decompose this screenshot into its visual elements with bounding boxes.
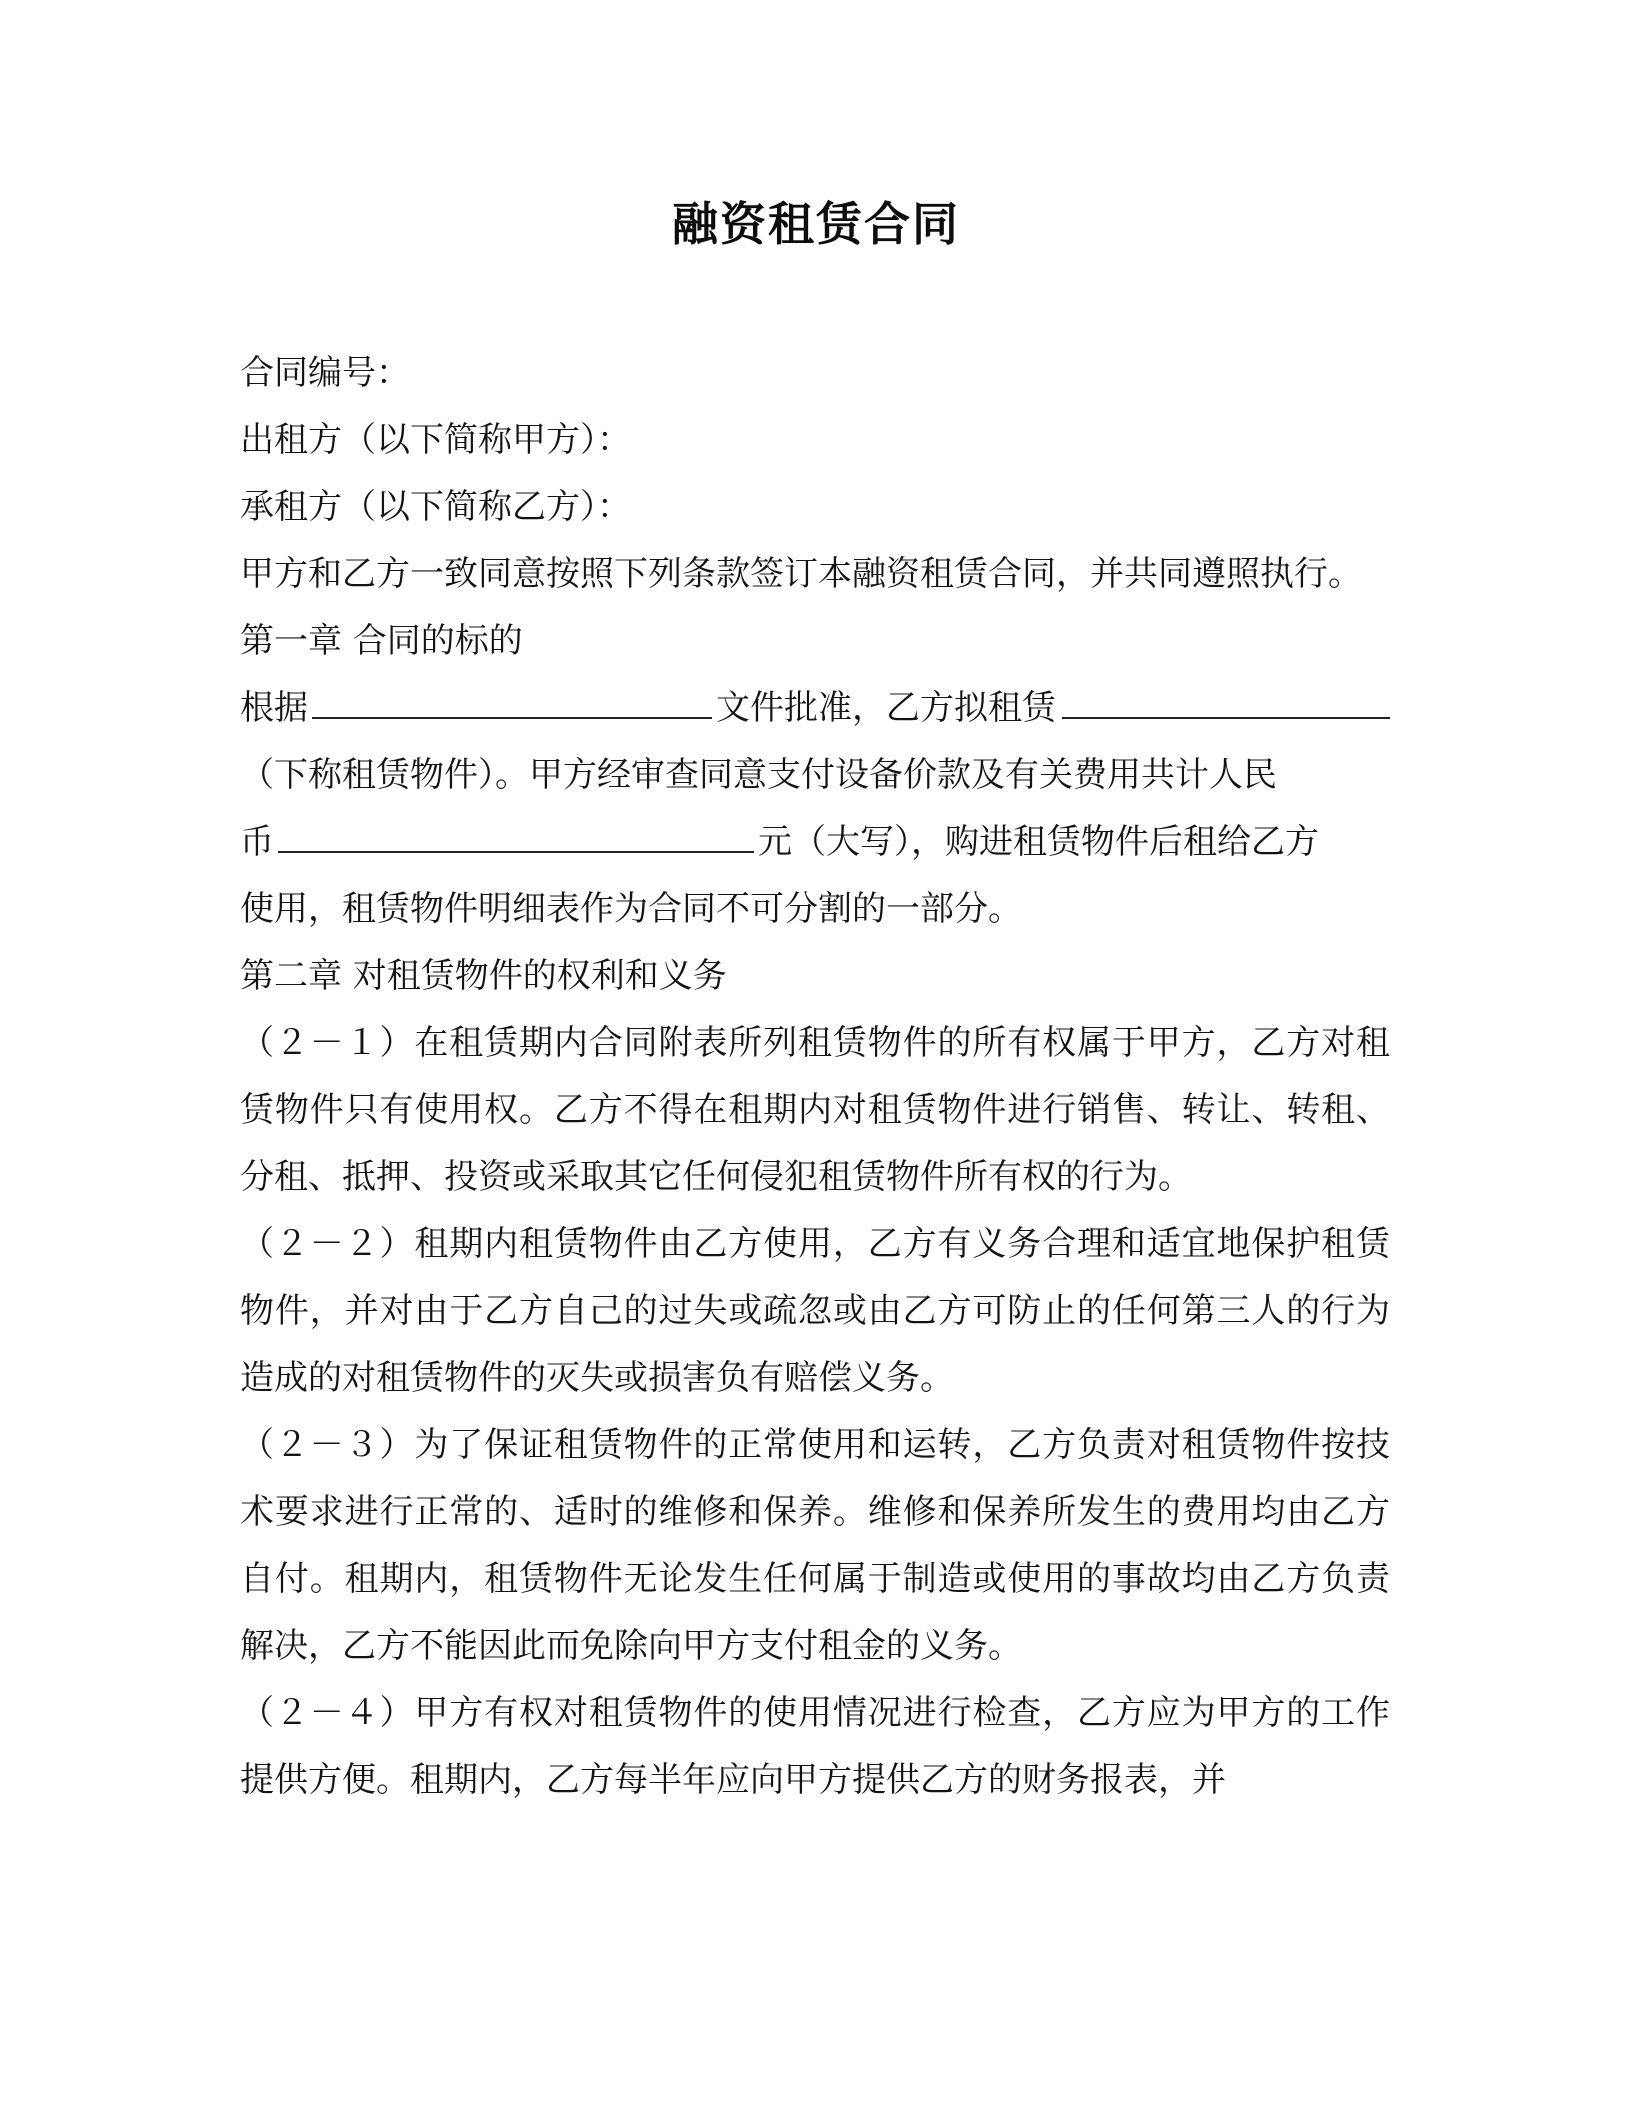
clause-2-3: （２－３）为了保证租赁物件的正常使用和运转，乙方负责对租赁物件按技术要求进行正常的、适时的维修和保养。维修和保养所发生的费用均由乙方自付。租期内，租赁物件无论发生任何属于制造或使用的事故均由乙方负责解决，乙方不能因此而免除向甲方支付租金的义务。	[240, 1425, 1390, 1666]
chapter1-line4: 使用，租赁物件明细表作为合同不可分割的一部分。	[240, 889, 1022, 929]
contract-number-line: 合同编号：	[240, 353, 410, 393]
amount-blank	[278, 811, 754, 853]
chapter1-text-according: 根据	[240, 688, 308, 728]
chapter1-line3	[240, 809, 1390, 876]
clause-2-1: （２－１）在租赁期内合同附表所列租赁物件的所有权属于甲方，乙方对租赁物件只有使用权。乙方不得在租期内对租赁物件进行销售、转让、转租、分租、抵押、投资或采取其它任何侵犯租赁物件所有权的行为。	[240, 1023, 1390, 1197]
chapter1-heading: 第一章 合同的标的	[240, 621, 523, 661]
document-title: 融资租赁合同	[672, 197, 960, 251]
chapter1-line2: （下称租赁物件）。甲方经审查同意支付设备价款及有关费用共计人民	[240, 755, 1277, 795]
chapter1-line1	[240, 675, 1390, 742]
chapter1-text-approved: 文件批准，乙方拟租赁	[716, 688, 1056, 728]
leased-item-blank	[1062, 677, 1390, 719]
clause-2-4: （２－４）甲方有权对租赁物件的使用情况进行检查，乙方应为甲方的工作提供方便。租期内，乙方每半年应向甲方提供乙方的财务报表，并	[240, 1693, 1390, 1800]
intro-paragraph: 甲方和乙方一致同意按照下列条款签订本融资租赁合同，并共同遵照执行。	[240, 554, 1362, 594]
approval-document-blank	[312, 677, 712, 719]
clause-2-2: （２－２）租期内租赁物件由乙方使用，乙方有义务合理和适宜地保护租赁物件，并对由于乙方自己的过失或疏忽或由乙方可防止的任何第三人的行为造成的对租赁物件的灭失或损害负有赔偿义务。	[240, 1224, 1390, 1398]
lessor-line: 出租方（以下简称甲方）：	[240, 420, 631, 460]
lessee-line: 承租方（以下简称乙方）：	[240, 487, 631, 527]
chapter1-text-amount: 元（大写），购进租赁物件后租给乙方	[758, 822, 1319, 862]
chapter1-text-currency: 币	[240, 822, 274, 862]
chapter2-heading: 第二章 对租赁物件的权利和义务	[240, 956, 727, 996]
document-body	[240, 340, 1390, 1814]
